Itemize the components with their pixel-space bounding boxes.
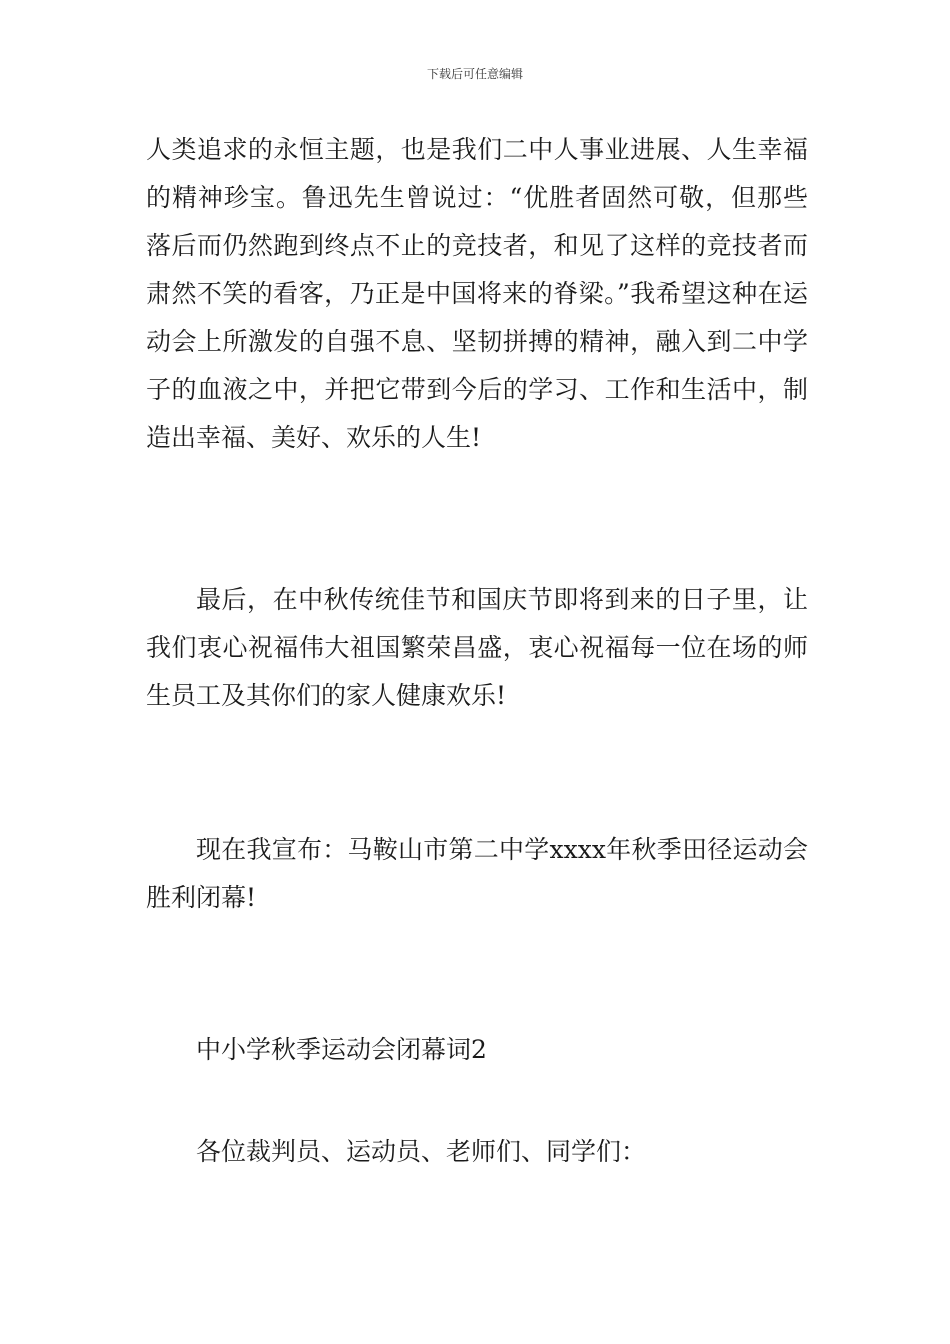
paragraph-blessing: 最后，在中秋传统佳节和国庆节即将到来的日子里，让我们衷心祝福伟大祖国繁荣昌盛，衷心祝福每一位在场的师生员工及其你们的家人健康欢乐! xyxy=(146,585,808,710)
salutation: 各位裁判员、运动员、老师们、同学们： xyxy=(196,1137,647,1166)
paragraph-spirit: 人类追求的永恒主题，也是我们二中人事业进展、人生幸福的精神珍宝。鲁迅先生曾说过：“优胜者固然可敬，但那些落后而仍然跑到终点不止的竞技者，和见了这样的竞技者而肃然不笑的看客，乃正是中国将来的脊梁。”我希望这种在运动会上所激发的自强不息、坚韧拼搏的精神，融入到二中学子的血液之中，并把它带到今后的学习、工作和生活中，制造出幸福、美好、欢乐的人生! xyxy=(146,135,808,452)
page-header: 下载后可任意编辑 xyxy=(426,67,523,81)
document-body xyxy=(146,126,808,1176)
section-title: 中小学秋季运动会闭幕词2 xyxy=(196,1035,487,1064)
paragraph-announcement: 现在我宣布：马鞍山市第二中学xxxx年秋季田径运动会胜利闭幕! xyxy=(146,835,808,912)
